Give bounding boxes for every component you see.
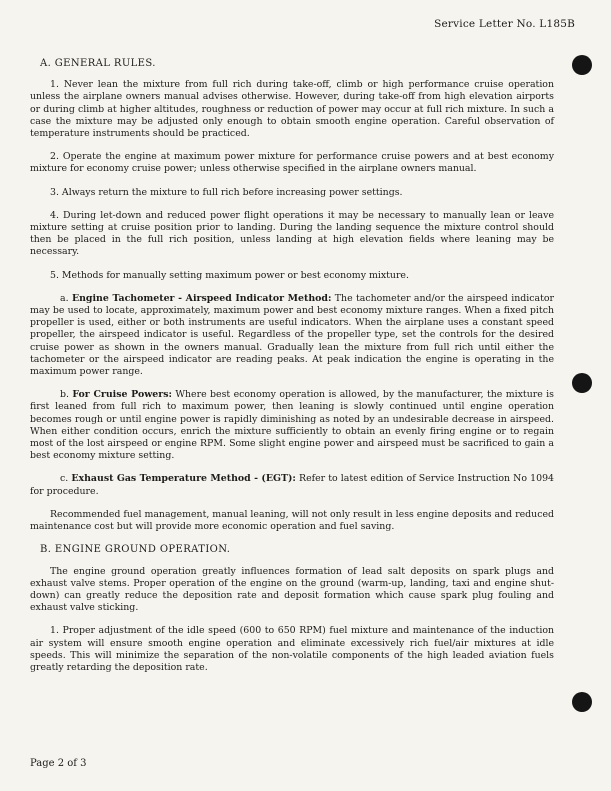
method-c	[30, 473, 554, 497]
section-b-heading: B. ENGINE GROUND OPERATION.	[40, 544, 231, 556]
document-body	[30, 58, 554, 685]
rule-4: 4. During let-down and reduced power flight operations it may be necessary to manually lean or leave mixture setting at cruise position prior to landing. During the landing sequence the mixture control should then be placed in the full rich position, unless landing at high elevation fields where leaning may be necessary.	[30, 209, 554, 258]
rule-1: 1. Never lean the mixture from full rich during take-off, climb or high performance cruise operation unless the airplane owners manual advises otherwise. However, during take-off from high elevation airports or during climb at higher altitudes, roughness or reduction of power may occur at full rich mixture. In such a case the mixture may be adjusted only enough to obtain smooth engine operation. Careful observation of temperature instruments should be practiced.	[30, 79, 554, 140]
rule-3: 3. Always return the mixture to full rich before increasing power settings.	[50, 186, 403, 198]
method-a	[30, 293, 554, 378]
recommendation: Recommended fuel management, manual leaning, will not only result in less engine deposits and reduced maintenance cost but will provide more economic operation and fuel saving.	[30, 508, 554, 533]
ground-operation-intro: The engine ground operation greatly influences formation of lead salt deposits on spark plugs and exhaust valve stems. Proper operation of the engine on the ground (warm-up, landing, taxi and engine shut-down) can greatly reduce the deposition rate and deposit formation which cause spark plug fouling and exhaust valve sticking.	[30, 565, 554, 614]
page-number: Page 2 of 3	[30, 758, 87, 769]
punch-hole-middle	[572, 373, 592, 393]
method-c-title: Exhaust Gas Temperature Method - (EGT):	[71, 473, 296, 485]
method-b-text: Where best economy operation is allowed, by the manufacturer, the mixture is first leaned from full rich to maximum power, then leaning is slowly continued until engine operation becomes rough or until engine power is rapidly diminishing as noted by an undesirable decrease in airspeed. When either condition occurs, enrich the mixture sufficiently to obtain an evenly firing engine or to regain most of the lost airspeed or engine RPM. Some slight engine power and airspeed must be sacrificed to gain a best economy mixture setting.	[30, 389, 554, 462]
punch-hole-bottom	[572, 692, 592, 712]
method-b	[30, 389, 554, 462]
punch-hole-top	[572, 55, 592, 75]
method-b-title: For Cruise Powers:	[72, 389, 172, 401]
ground-rule-1: 1. Proper adjustment of the idle speed (600 to 650 RPM) fuel mixture and maintenance of the induction air system will ensure smooth engine operation and eliminate excessively rich fuel/air mixtures at idle speeds. This will minimize the separation of the non-volatile components of the high leaded aviation fuels greatly retarding the deposition rate.	[30, 625, 554, 673]
method-c-prefix: c.	[60, 473, 72, 485]
rule-5: 5. Methods for manually setting maximum power or best economy mixture.	[50, 269, 409, 281]
method-b-prefix: b.	[60, 389, 73, 401]
method-c-text: Refer to latest edition of Service Instruction No 1094 for procedure.	[30, 473, 554, 497]
service-letter-number: Service Letter No. L185B	[434, 18, 575, 30]
method-a-text: The tachometer and/or the airspeed indicator may be used to locate, approximately, maximum power and best economy mixture ranges. When a fixed pitch propeller is used, either or both instruments are useful indicators. When the airplane uses a constant speed propeller, the airspeed indicator is useful. Regardless of the propeller type, set the controls for the desired cruise power as shown in the owners manual. Gradually lean the mixture from full rich until either the tachometer or the airspeed indicator are reading peaks. At peak indication the engine is operating in the maximum power range.	[30, 292, 554, 378]
section-a-heading: A. GENERAL RULES.	[40, 58, 156, 69]
rule-2: 2. Operate the engine at maximum power mixture for performance cruise powers and at best economy mixture for economy cruise power; unless otherwise specified in the airplane owners manual.	[30, 151, 554, 175]
method-a-title: Engine Tachometer - Airspeed Indicator Method:	[71, 292, 332, 304]
method-a-prefix: a.	[60, 292, 72, 304]
